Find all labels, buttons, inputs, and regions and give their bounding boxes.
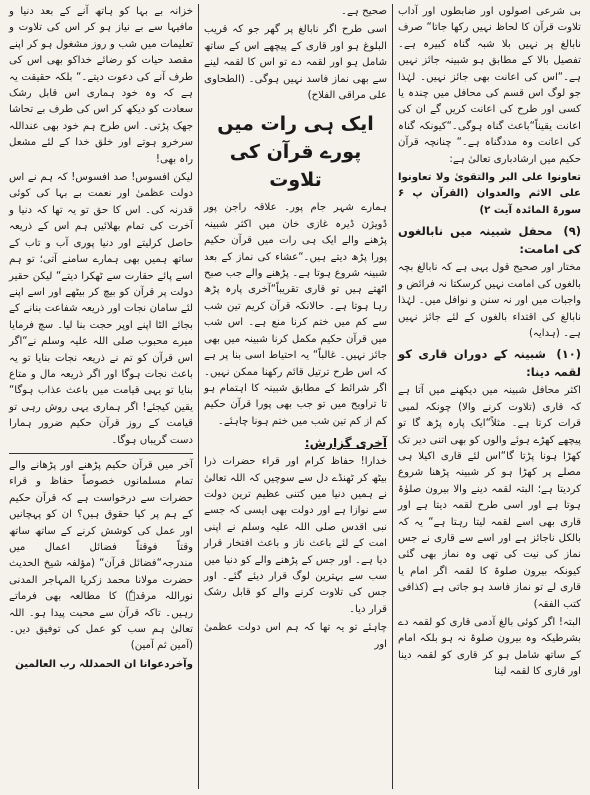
paragraph: چاہئے تو یہ تھا کہ ہم اس دولت عظمیٰ اور <box>204 622 387 650</box>
paragraph: اکثر محافل شبینہ میں دیکھنے میں آتا ہے کہ قاری (تلاوت کرنے والا) چونکہ لمبی قرات کرتا ہے۔ مثلاً“ایک پارہ پڑھ گا تو پیچھے کھڑے ہوئے والوں کو بھی اتنی دیر تک کھڑا ہونا پڑتا گا“اس لئے قاری اکیلا ہی مصلے پر کھڑا ہو کر شبینہ پڑھنا شروع کردیتا ہے؛ البتہ لقمہ دینے والا بیرون صلوٰۃ ہوتا ہے اور اسی طرح لقمہ دیتا ہے اور قاری بھی اسے لقمہ لیتا رہتا ہے“ یہ کہ بالکل ناجائز ہے اور اسے سے قاری نے جس نماز کی نیت کی تھی وہ نماز بھی گئی کیونکہ بیرون صلوۃ کا لقمہ اگر امام یا قاری لے تو نماز فاسد ہو جاتی ہے (کذافی کتب الفقہ) <box>398 385 581 610</box>
paragraph: آخر میں قرآن حکیم پڑھنے اور پڑھانے والے تمام مسلمانوں خصوصاً حفاظ و قراء حضرات سے درخواست ہے کہ قرآن حکیم کے ہم پر کیا حقوق ہیں؟ ان کو پہچانیں اور عمل کی کوشش کرنے کے ساتھ ساتھ وقتاً فوقتاً فضائل اعمال میں مندرجہ“فضائل قرآن“ (مؤلفہ شیخ الحدیث حضرت مولانا محمد زکریا المہاجر المدنی نوراللہ مرقدہٗ) کا مطالعہ بھی فرماتے رہیں۔ تاکہ قرآن سے محبت پیدا ہو۔ اللہ تعالیٰ ہم سب کو عمل کی توفیق دیں۔ (آمین ثم آمین) <box>9 459 193 652</box>
paragraph: لیکن افسوس! صد افسوس! کہ ہم نے اس دولت عظمیٰ اور نعمت بے بہا کی کوئی قدرنہ کی۔ اس کا حق تو یہ تھا کہ دنیا و آخرت کی تمام بھلائیں ہم اس کے ذریعہ حاصل کرلیتے اور دنیا پوری آب و تاب کے ساتھ ہمیں بھی ہمارے سامنے آتی؛ تو ہم اسے پائے حقارت سے ٹھکرا دیتے“ لیکن حقیر دولت پر قرآن کو بیچ کر بیٹھے اور اسے اپنے لئے سامان نجات اور ذریعہ شفاعت بنانے کے بجائے الٹا اپنے اوپر حجت بنا لیا۔ سچ فرمایا میرے محبوب صلی اللہ علیہ وسلم نے“اگر اس قرآن کو تم نے ذریعہ نجات بنایا تو یہ باعث نجات ہوگا اور اگر ذریعہ مال و متاع بنایا تو یہی قیامت میں باعث عذاب ہوگا“ یقین کیجئے! اگر ہماری یہی روش رہی تو قیامت کے روز قرآن حکیم ضرور ہمارا دست گریباں ہوگا۔ <box>9 172 193 446</box>
quran-verse: تعاونوا علی البر والتقویٰ ولا تعاونوا علی الاثم والعدوان (القرآن پ ۶ سورۃ المائدہ آیت ۲) <box>398 172 581 216</box>
paragraph: ہمارے شہر جام پور۔ علاقہ راجن پور ڈویژن ڈیرہ غازی خان میں اکثر شبینہ پڑھنے والے ایک ہی رات میں قرآن حکیم پورا پڑھ دیتے ہیں۔“عشاء کی نماز کے بعد شبینہ شروع ہوتا ہے۔ پڑھنے والے جب صبح اٹھتے ہیں تو قاری تقریباً“آخری پارہ پڑھ رہا ہوتا ہے۔ حالانکہ قرآن کریم تین شب سے کم میں ختم کرنا منع ہے۔ اس شب میں قرآن حکیم مکمل کرنا شبینہ میں بھی جائز نہیں۔ غالباً“ یہ احتیاط اسی بنا پر ہے کہ اس طرح ترتیل قائم رکھنا ممکن نہیں۔ اگر شرائط کے مطابق شبینہ کا اہتمام ہو تا تراویح میں تو جب بھی پورا قرآن حکیم کم از کم تین شب میں ختم ہونا چاہئے۔ <box>204 202 387 427</box>
paragraph: خزانہ بے بہا کو ہاتھ آنے کے بعد دنیا و مافیہا سے بے نیاز ہو کر اس کی تلاوت و تعلیمات میں شب و روز مشغول ہو کر اپنے مقصد حیات کو رضائے خداکو بھی اس کی طرف آنے کی دعوت دیتے۔“ بلکہ حقیقت یہ ہے کہ وہ خود ہماری اس قابل رشک سعادت کو دیکھ کر اس کی طرف بے تحاشا جھک پڑتی۔ اس طرح ہم خود بھی عنداللہ سرخرو ہوتے اور خلق خدا کے لئے مشعل راہ بھی! <box>9 6 193 165</box>
section-heading-10 <box>398 345 581 381</box>
paragraph: صحیح ہے۔ <box>340 6 387 17</box>
section-number: (۱۰) <box>556 347 581 362</box>
article-title: ایک ہی رات میں پورے قرآن کی تلاوت <box>217 113 374 192</box>
closing-dua: وآخردعوانا ان الحمدللہ رب العالمین <box>15 658 193 670</box>
right-column <box>392 4 586 789</box>
subheading-final-request: آخری گزارش: <box>304 436 387 451</box>
section-title: محفل شبینہ میں نابالغوں کی امامت: <box>398 224 581 257</box>
section-number: (۹) <box>563 224 581 239</box>
paragraph: مختار اور صحیح قول یہی ہے کہ نابالغ بچہ بالغوں کی امامت نہیں کرسکتا نہ فرائض و واجبات میں اور نہ سنن و نوافل میں۔ لہٰذا نابالغ کی اقتداء بالغوں کے لئے جائز نہیں ہے۔ (ہدایہ) <box>398 262 581 339</box>
paragraph: البتہ! اگر کوئی بالغ آدمی قاری کو لقمہ دے بشرطیکہ وہ بیرون صلوۃ نہ ہو بلکہ امام کے ساتھ شامل ہو کر قاری کو لقمہ دینا اور قاری کا لقمہ لینا <box>398 617 581 678</box>
section-heading-9 <box>398 222 581 258</box>
paragraph: خدارا! حفاظ کرام اور قراء حضرات ذرا بیٹھ کر ٹھنڈے دل سے سوچیں کہ اللہ تعالیٰ نے ہمیں دنیا میں کتنی عظیم ترین دولت سے نوازا ہے اور دولت بھی ایسی کہ جسے نبی اقدس صلی اللہ علیہ وسلم نے اپنی امت کے لئے باعث ناز و باعث افتخار قرار دیا ہے۔ اور جس کے پڑھنے والے کو دنیا میں سب سے بہترین لوگ قرار دیئے گئے۔ اور جس کی تلاوت کرنے والے کو قابل رشک قرار دیا۔ <box>204 456 387 615</box>
middle-column <box>198 4 392 789</box>
paragraph: اسی طرح اگر نابالغ پر گھر جو کہ قریب البلوغ ہو اور قاری کے پیچھے اس کے ساتھ شامل ہو اور لقمہ دے تو اس کا لقمہ لینے سے بھی نماز فاسد نہیں ہوگی۔ (الطحاوی علی مراقی الفلاح) <box>204 24 387 102</box>
divider <box>9 453 193 454</box>
left-column <box>4 4 198 789</box>
section-title: شبینہ کے دوران قاری کو لقمہ دینا: <box>398 347 581 380</box>
paragraph: بی شرعی اصولوں اور ضابطوں اور آداب تلاوت قرآن کا لحاظ نہیں رکھا جاتا“ صرف نابالغ پر نہیں بلا شبہ گناہ کبیرہ ہے۔ تفصیل بالا کے مطابق ہو شبینہ جائز نہیں ہے۔“اس کی اعانت بھی جائز نہیں۔ لہٰذا جو لوگ اس قسم کی محافل میں چندہ یا کسی اور طرح کی اعانت کریں گے ان کی اعانت یقیناً“باعث گناہ ہوگی۔“کیونکہ گناہ کی اعانت وہ مددگناہ ہے۔“ چنانچہ قرآن حکیم میں ارشادباری تعالیٰ ہے: <box>398 6 581 165</box>
